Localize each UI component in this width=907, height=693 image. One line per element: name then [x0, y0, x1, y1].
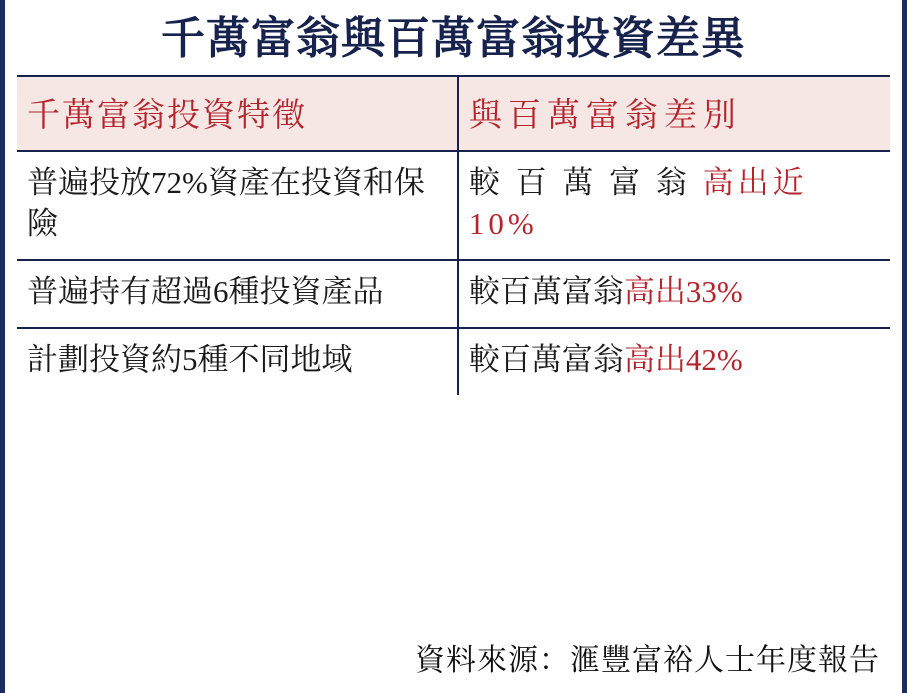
- difference-highlight: 高出33%: [623, 274, 743, 310]
- cell-difference: [458, 328, 890, 395]
- page-title: 千萬富翁與百萬富翁投資差異: [161, 14, 746, 63]
- cell-feature: 計劃投資約5種不同地域: [17, 328, 458, 395]
- comparison-table: [17, 75, 890, 395]
- table-header: [17, 76, 890, 151]
- difference-prefix: 較百萬富翁: [468, 342, 624, 378]
- column-header-difference: 與百萬富翁差別: [458, 76, 890, 151]
- table-row: [17, 151, 890, 261]
- table-body: [17, 151, 890, 395]
- difference-highlight: 高出42%: [623, 342, 743, 378]
- cell-feature: 普遍投放72%資產在投資和保險: [17, 151, 458, 261]
- cell-difference: [458, 260, 890, 328]
- difference-prefix: 較百萬富翁: [468, 274, 624, 310]
- table-row: [17, 328, 890, 395]
- comparison-table-container: [17, 75, 890, 395]
- difference-highlight: 高出近 10%: [468, 164, 808, 242]
- column-header-feature: 千萬富翁投資特徵: [17, 76, 458, 151]
- source-note: 資料來源：滙豐富裕人士年度報告: [415, 644, 880, 677]
- table-row: [17, 260, 890, 328]
- table-header-row: [17, 76, 890, 151]
- difference-prefix: 較 百 萬 富 翁: [468, 164, 703, 200]
- cell-difference: [458, 151, 890, 261]
- cell-feature: 普遍持有超過6種投資產品: [17, 260, 458, 328]
